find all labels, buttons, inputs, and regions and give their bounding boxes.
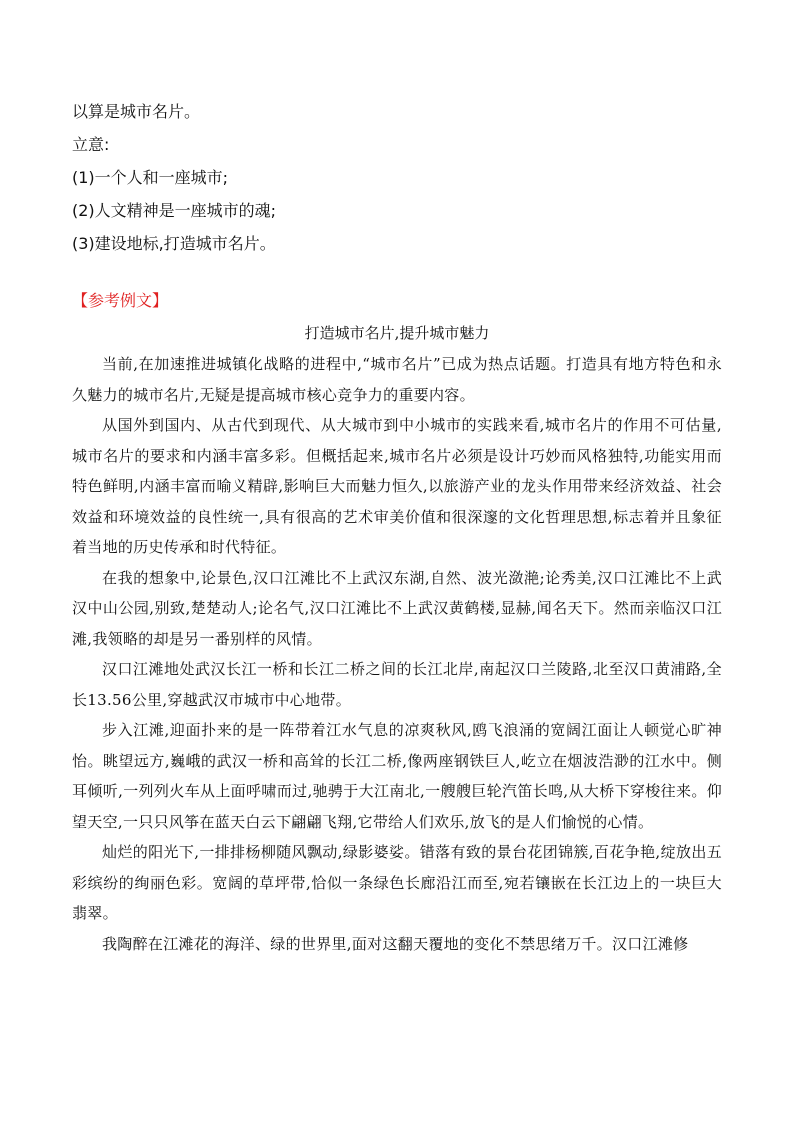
essay-paragraph: 当前,在加速推进城镇化战略的进程中,“城市名片”已成为热点话题。打造具有地方特色和永久魅力的城市名片,无疑是提高城市核心竞争力的重要内容。: [72, 355, 722, 404]
intro-line: (1)一个人和一座城市;: [72, 168, 229, 187]
essay-paragraph: 汉口江滩地处武汉长江一桥和长江二桥之间的长江北岸,南起汉口兰陵路,北至汉口黄浦路,全长13.56公里,穿越武汉市城市中心地带。: [72, 660, 722, 709]
essay-paragraph: 灿烂的阳光下,一排排杨柳随风飘动,绿影婆娑。错落有致的景台花团锦簇,百花争艳,绽放出五彩缤纷的绚丽色彩。宽阔的草坪带,恰似一条绿色长廊沿江而至,宛若镶嵌在长江边上的一块巨大翡翠。: [72, 843, 722, 922]
essay-paragraph: 在我的想象中,论景色,汉口江滩比不上武汉东湖,自然、波光潋滟;论秀美,汉口江滩比不上武汉中山公园,别致,楚楚动人;论名气,汉口江滩比不上武汉黄鹤楼,显赫,闻名天下。然而亲临汉口江滩,我领略的却是另一番别样的风情。: [72, 568, 722, 648]
essay-paragraph: 从国外到国内、从古代到现代、从大城市到中小城市的实践来看,城市名片的作用不可估量,城市名片的要求和内涵丰富多彩。但概括起来,城市名片必须是设计巧妙而风格独特,功能实用而特色鲜明,内涵丰富而喻义精辟,影响巨大而魅力恒久,以旅游产业的龙头作用带来经济效益、社会效益和环境效益的良性统一,具有很高的艺术审美价值和很深邃的文化哲理思想,标志着并且象征着当地的历史传承和时代特征。: [72, 416, 722, 556]
essay-title: 打造城市名片,提升城市魅力: [304, 324, 490, 342]
intro-line: 以算是城市名片。: [72, 102, 201, 121]
essay-paragraph: 我陶醉在江滩花的海洋、绿的世界里,面对这翻天覆地的变化不禁思绪万千。汉口江滩修: [102, 934, 689, 953]
reference-essay-heading: 【参考例文】: [72, 291, 169, 310]
intro-line: (3)建设地标,打造城市名片。: [72, 234, 276, 253]
essay-body: [72, 349, 722, 959]
essay-paragraph: 步入江滩,迎面扑来的是一阵带着江水气息的凉爽秋风,鸥飞浪涌的宽阔江面让人顿觉心旷神怡。眺望远方,巍峨的武汉一桥和高耸的长江二桥,像两座钢铁巨人,屹立在烟波浩渺的江水中。侧耳倾听,一列列火车从上面呼啸而过,驰骋于大江南北,一艘艘巨轮汽笛长鸣,从大桥下穿梭往来。仰望天空,一只只风筝在蓝天白云下翩翩飞翔,它带给人们欢乐,放飞的是人们愉悦的心情。: [72, 721, 722, 831]
intro-line: 立意:: [72, 135, 110, 154]
intro-section: [72, 95, 722, 260]
intro-line: (2)人文精神是一座城市的魂;: [72, 201, 277, 220]
